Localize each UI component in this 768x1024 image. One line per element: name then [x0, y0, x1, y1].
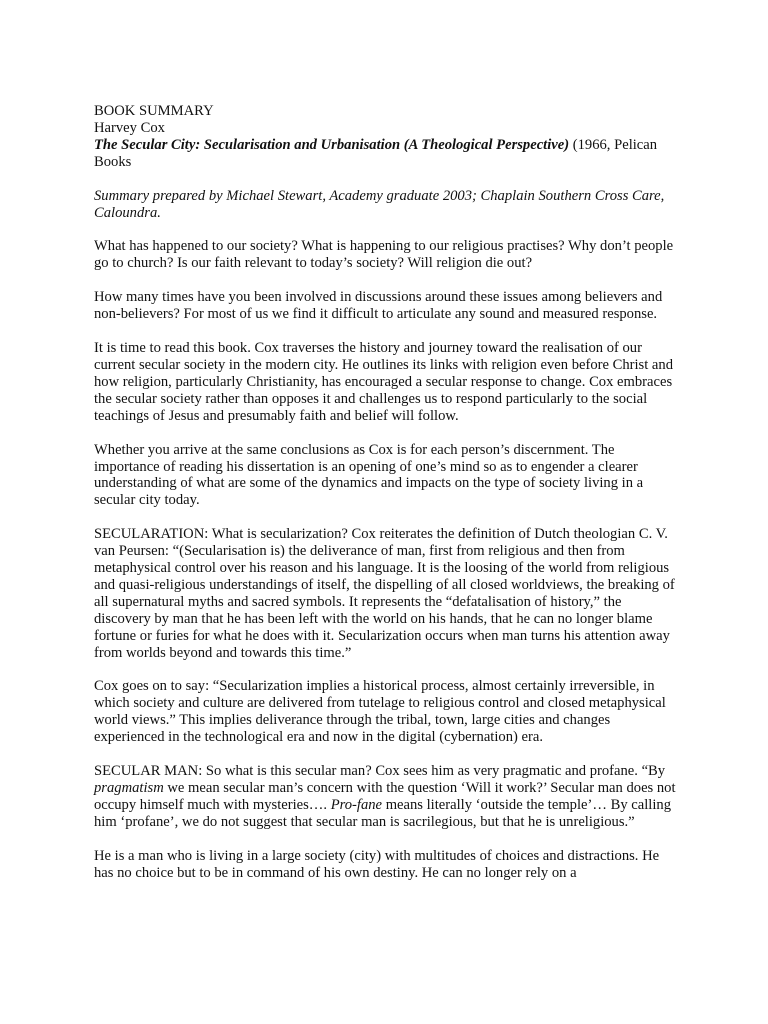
p7-pragmatism: pragmatism [94, 780, 164, 796]
paragraph-8: He is a man who is living in a large society (city) with multitudes of choices and distractions. He has no choice but to be in command of his own destiny. He can no longer rely on a [94, 847, 660, 881]
book-title: The Secular City: Secularisation and Urbanisation (A Theological Perspective) [94, 136, 570, 153]
paragraph-secularation: SECULARATION: What is secularization? Cox reiterates the definition of Dutch theologian C. V. van Peursen: “(Secularisation is) the deliverance of man, first from religious and then from metaphysical control over his reason and his language. It is the loosing of the world from religious and quasi-religious understandings of itself, the dispelling of all closed worldviews, the breaking of all supernatural myths and sacred symbols. It represents the “defatalisation of history,” the discovery by man that he has been left with the world on his hands, that he can no longer blame fortune or furies for what he does with it. Secularization occurs when man turns his attention away from worlds beyond and towards this time.” [94, 526, 675, 661]
doc-kind: BOOK SUMMARY [94, 103, 214, 119]
paragraph-1: What has happened to our society? What is happening to our religious practises? Why don’t people go to church? Is our faith relevant to today’s society? Will religion die out? [94, 238, 674, 272]
p7-text-e: means literally ‘outside the temple’… By calling him ‘profane’, we do not suggest that secular man is sacrilegious, but that he is unreligious.” [94, 796, 672, 830]
book-author: Harvey Cox [94, 119, 165, 136]
paragraph-2: How many times have you been involved in discussions around these issues among believers and non-believers? For most of us we find it difficult to articulate any sound and measured response. [94, 289, 663, 323]
prepared-by: Summary prepared by Michael Stewart, Academy graduate 2003; Chaplain Southern Cross Care, Caloundra. [94, 187, 665, 221]
document-page [94, 103, 679, 899]
p7-profane: Pro-fane [330, 796, 383, 813]
book-title-line [94, 137, 679, 171]
p7-text-a: SECULAR MAN: So what is this secular man? Cox sees him as very pragmatic and profane. “By [94, 763, 666, 780]
paragraph-3: It is time to read this book. Cox traverses the history and journey toward the realisation of our current secular society in the modern city. He outlines its links with religion even before Christ and how religion, particularly Christianity, has encouraged a secular response to change. Cox embraces the secular society rather than opposes it and challenges us to respond particularly to the social teachings of Jesus and presumably faith and belief will follow. [94, 340, 674, 424]
publication-info: (1966, Pelican Books [94, 136, 658, 170]
paragraph-4: Whether you arrive at the same conclusions as Cox is for each person’s discernment. The importance of reading his dissertation is an opening of one’s mind so as to engender a clearer understanding of what are some of the dynamics and impacts on the type of society living in a secular city today. [94, 441, 644, 509]
header-block [94, 103, 679, 171]
p7-text-c: we mean secular man’s concern with the question ‘Will it work?’ Secular man does not occupy himself much with mysteries…. [94, 780, 676, 813]
paragraph-6: Cox goes on to say: “Secularization implies a historical process, almost certainly irreversible, in which society and culture are delivered from tutelage to religious control and closed metaphysical world views.” This implies deliverance through the tribal, town, large cities and changes experienced in the technological era and now in the digital (cybernation) era. [94, 678, 666, 746]
paragraph-secular-man [94, 763, 679, 831]
